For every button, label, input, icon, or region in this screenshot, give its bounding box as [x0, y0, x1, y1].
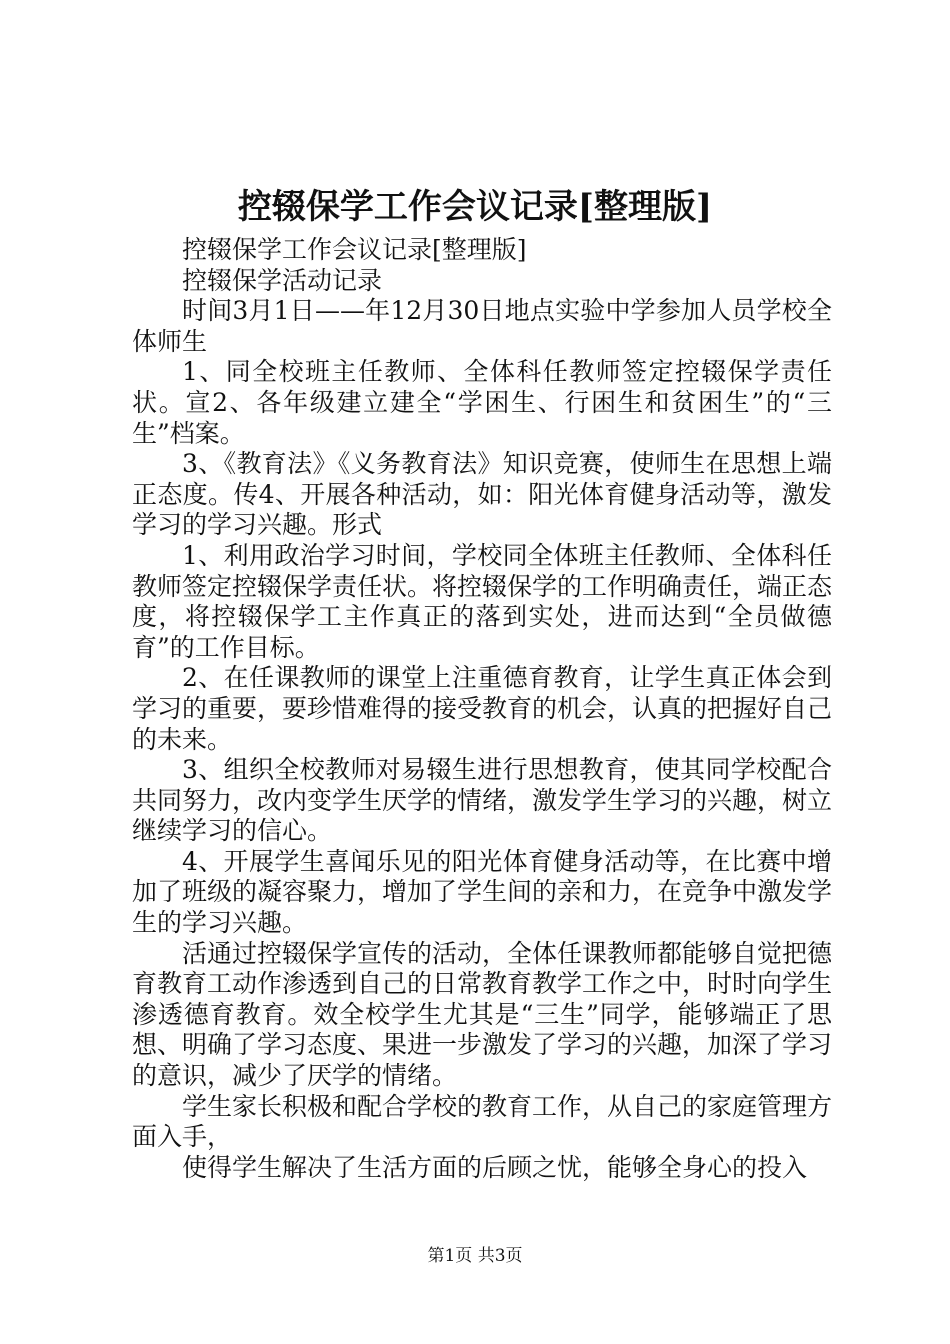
paragraph: 活通过控辍保学宣传的活动，全体任课教师都能够自觉把德育教育工动作渗透到自己的日常教育教学工作之中，时时向学生渗透德育教育。效全校学生尤其是“三生”同学，能够端正了思想、明确了学习态度、果进一步激发了学习的兴趣，加深了学习的意识，减少了厌学的情绪。	[132, 938, 833, 1091]
paragraph: 2、在任课教师的课堂上注重德育教育，让学生真正体会到学习的重要，要珍惜难得的接受教育的机会，认真的把握好自己的未来。	[132, 663, 833, 754]
paragraph: 使得学生解决了生活方面的后顾之忧，能够全身心的投入	[182, 1152, 808, 1182]
page-number-footer: 第1页 共3页	[427, 1246, 523, 1266]
paragraph: 1、同全校班主任教师、全体科任教师签定控辍保学责任状。宣2、各年级建立建全“学困生、行困生和贫困生”的“三生”档案。	[132, 357, 832, 448]
paragraph: 控辍保学活动记录	[182, 265, 383, 295]
paragraph: 3、组织全校教师对易辍生进行思想教育，使其同学校配合共同努力，改内变学生厌学的情绪，激发学生学习的兴趣，树立继续学习的信心。	[132, 755, 833, 846]
document-body	[132, 235, 832, 1183]
paragraph: 4、开展学生喜闻乐见的阳光体育健身活动等，在比赛中增加了班级的凝容聚力，增加了学生间的亲和力，在竞争中激发学生的学习兴趣。	[132, 846, 833, 938]
document-title: 控辍保学工作会议记录[整理版]	[237, 187, 713, 227]
paragraph: 学生家长积极和配合学校的教育工作，从自己的家庭管理方面入手，	[132, 1091, 833, 1152]
paragraph: 3、《教育法》《义务教育法》知识竞赛，使师生在思想上端正态度。传4、开展各种活动，如：阳光体育健身活动等，激发学习的学习兴趣。形式	[132, 449, 832, 540]
paragraph: 控辍保学工作会议记录[整理版]	[182, 235, 527, 264]
paragraph: 时间3月1日——年12月30日地点实验中学参加人员学校全体师生	[132, 296, 832, 356]
paragraph: 1、利用政治学习时间，学校同全体班主任教师、全体科任教师签定控辍保学责任状。将控辍保学的工作明确责任，端正态度，将控辍保学工主作真正的落到实处，进而达到“全员做德育”的工作目标。	[132, 540, 833, 662]
